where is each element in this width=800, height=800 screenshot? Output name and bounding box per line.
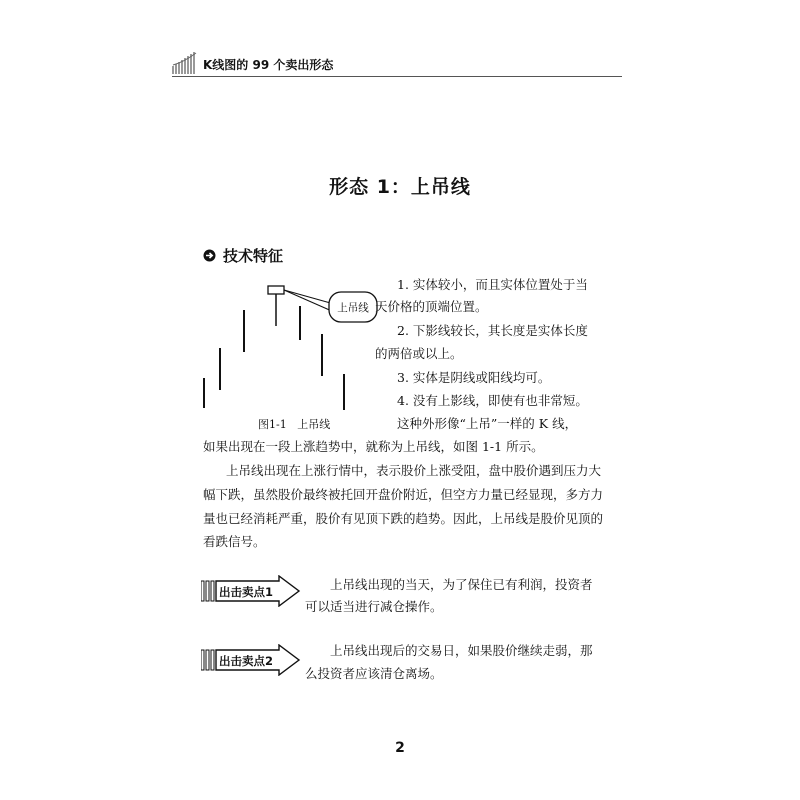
point-line: 1. 实体较小，而且实体位置处于当 <box>397 277 588 292</box>
sell-point-label: 出击卖点2 <box>219 654 274 668</box>
point-line: 3. 实体是阴线或阳线均可。 <box>397 370 551 385</box>
point-line: 4. 没有上影线，即使有也非常短。 <box>397 393 588 408</box>
header-title: K线图的 99 个卖出形态 <box>203 58 334 72</box>
header-divider <box>172 76 622 77</box>
point-line: 的两倍或以上。 <box>375 346 463 361</box>
point-line: 天价格的顶端位置。 <box>375 299 488 314</box>
body-paragraph-line: 看跌信号。 <box>203 534 266 549</box>
section-title: 技术特征 <box>223 247 284 265</box>
point-line: 这种外形像“上吊”一样的 K 线， <box>397 416 578 431</box>
sell-point-text: 上吊线出现的当天，为了保住已有利润，投资者 <box>330 577 593 592</box>
hanging-man-figure <box>196 278 386 418</box>
figure-caption: 图1-1 上吊线 <box>258 418 331 431</box>
sell-point-text: 可以适当进行减仓操作。 <box>305 599 443 614</box>
callout-label: 上吊线 <box>337 302 369 314</box>
sell-point-label: 出击卖点1 <box>219 585 274 599</box>
page-number: 2 <box>395 740 405 756</box>
sell-point-text: 上吊线出现后的交易日，如果股价继续走弱，那 <box>330 643 593 658</box>
sell-point-text: 么投资者应该清仓离场。 <box>305 666 443 681</box>
body-paragraph-line: 幅下跌，虽然股价最终被托回开盘价附近，但空方力量已经显现，多方力 <box>203 487 604 502</box>
page-title: 形态 1：上吊线 <box>329 176 471 198</box>
arrow-circle-icon <box>203 249 216 262</box>
body-paragraph-line: 上吊线出现在上涨行情中，表示股价上涨受阻，盘中股价遇到压力大 <box>226 463 602 478</box>
body-paragraph-line: 量也已经消耗严重，股价有见顶下跌的趋势。因此，上吊线是股价见顶的 <box>203 511 604 526</box>
rising-bars-icon <box>172 52 198 74</box>
point-line: 2. 下影线较长，其长度是实体长度 <box>397 323 588 338</box>
point-line: 如果出现在一段上涨趋势中，就称为上吊线，如图 1-1 所示。 <box>203 439 544 454</box>
